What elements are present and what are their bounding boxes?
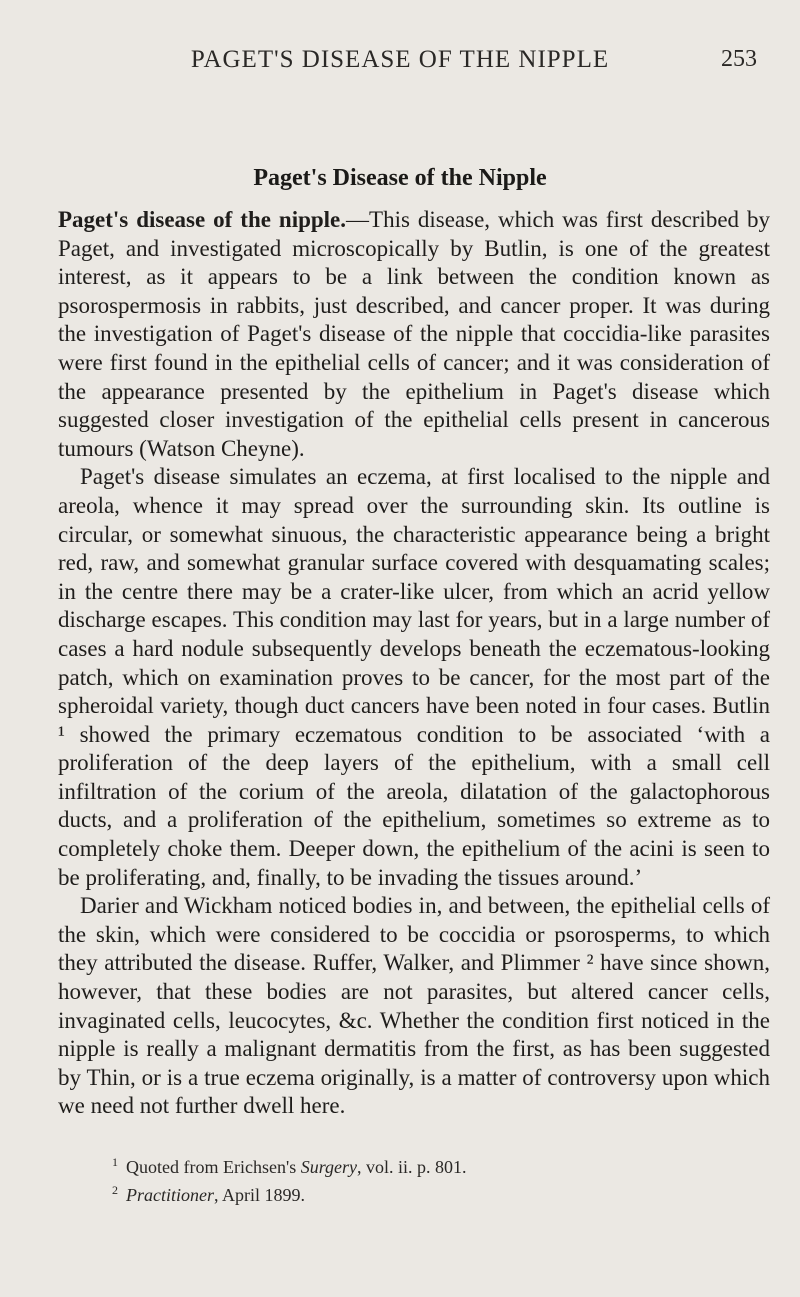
footnote-text-end: , April 1899. [214, 1185, 306, 1205]
paragraph-text: —This disease, which was first described by Paget, and investigated microscopically by Butlin, is one of the greatest interest, as it appears to be a link between the condition known as psorospermosis in rabbits, just described, and cancer proper. It was during the investigation of Paget's disease of the nipple that coccidia-like parasites were first found in the epithelial cells of cancer; and it was consideration of the appearance presented by the epithelium in Paget's disease which suggested closer investigation of the epithelial cells present in cancerous tumours (Watson Cheyne). [58, 207, 770, 461]
page-number: 253 [721, 46, 757, 72]
footnote-text: Quoted from Erichsen's [126, 1157, 301, 1177]
footnotes [112, 1151, 752, 1207]
footnote-1 [112, 1151, 752, 1179]
paragraph-3: Darier and Wickham noticed bodies in, and between, the epithelial cells of the skin, which were considered to be coccidia or psorosperms, to which they attributed the disease. Ruffer, Walker, and Plimmer ² have since shown, however, that these bodies are not parasites, but altered cancer cells, invaginated cells, leucocytes, &c. Whether the condition first noticed in the nipple is really a malignant dermatitis from the first, as has been suggested by Thin, or is a true eczema originally, is a matter of controversy upon which we need not further dwell here. [58, 893, 770, 1119]
footnote-mark: 2 [112, 1183, 118, 1197]
paragraph-1 [58, 206, 770, 463]
running-head: PAGET'S DISEASE OF THE NIPPLE [190, 46, 610, 73]
footnote-mark: 1 [112, 1155, 118, 1169]
footnote-2 [112, 1179, 752, 1207]
footnote-text-end: , vol. ii. p. 801. [357, 1157, 467, 1177]
footnote-italic: Surgery [300, 1157, 358, 1177]
footnote-italic: Practitioner [126, 1185, 214, 1205]
section-title: Paget's Disease of the Nipple [253, 165, 547, 191]
paragraph-lead: Paget's disease of the nipple. [58, 207, 347, 232]
body-text [58, 206, 770, 1121]
paragraph-2: Paget's disease simulates an eczema, at first localised to the nipple and areola, whence it may spread over the surrounding skin. Its outline is circular, or somewhat sinuous, the characteristic appearance being a bright red, raw, and somewhat granular surface covered with desquamating scales; in the centre there may be a crater-like ulcer, from which an acrid yellow discharge escapes. This condition may last for years, but in a large number of cases a hard nodule subsequently develops beneath the eczematous-looking patch, which on examination proves to be cancer, for the most part of the spheroidal variety, though duct cancers have been noted in four cases. Butlin ¹ showed the primary eczematous condition to be associated ‘with a proliferation of the deep layers of the epithelium, with a small cell infiltration of the corium of the areola, dilatation of the galactophorous ducts, and a proliferation of the epithelium, sometimes so extreme as to completely choke them. Deeper down, the epithelium of the acini is seen to be proliferating, and, finally, to be invading the tissues around.’ [58, 464, 770, 890]
